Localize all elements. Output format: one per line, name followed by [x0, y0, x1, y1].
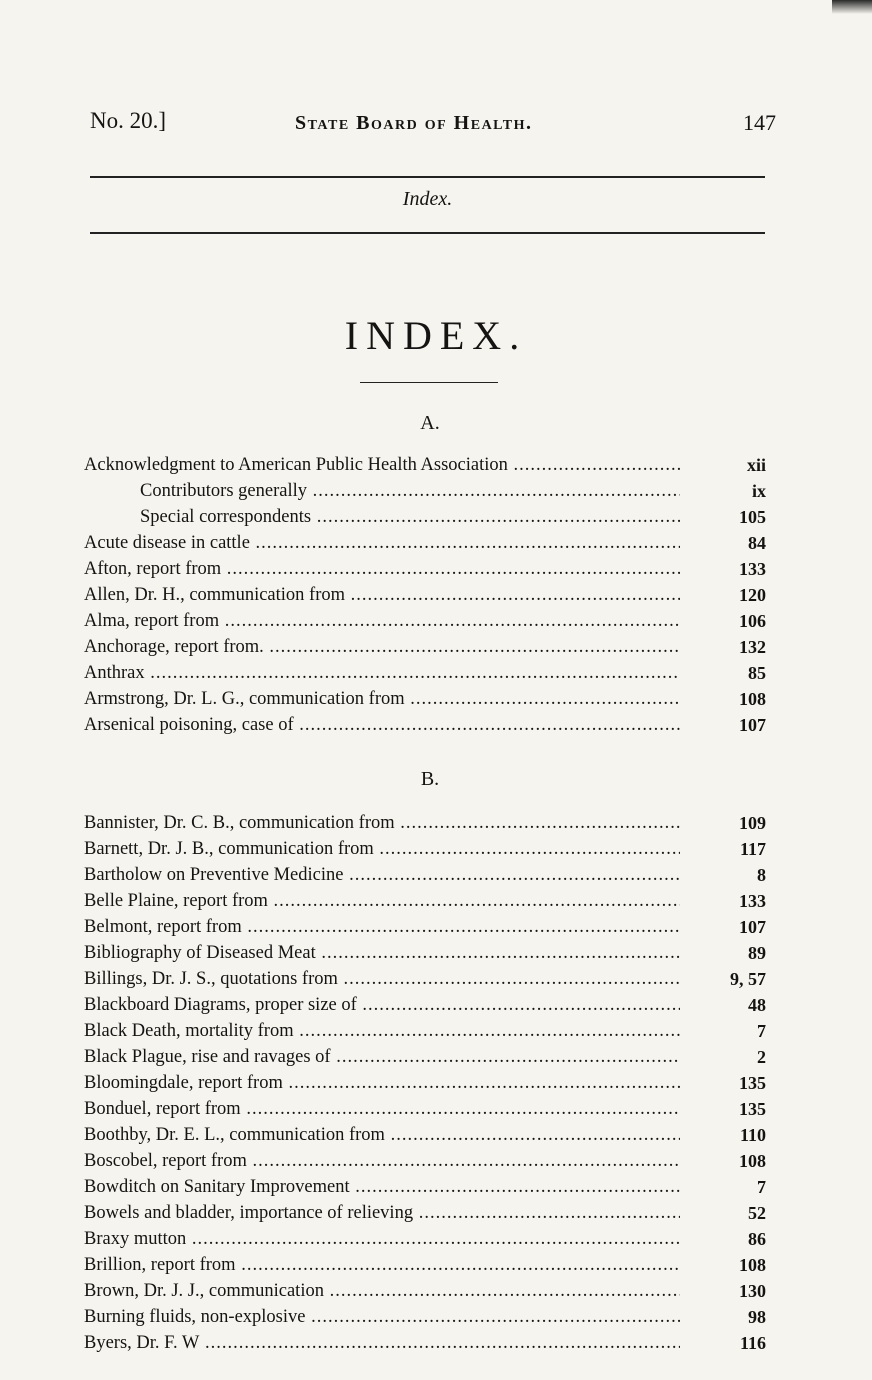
index-entry-text: Black Death, mortality from ..... [84, 1018, 680, 1044]
index-entry [84, 862, 772, 888]
index-entry-page: 108 [739, 1255, 766, 1275]
index-list-b [84, 810, 772, 1356]
index-entry-page: 108 [739, 1151, 766, 1171]
page-title: INDEX. [344, 313, 528, 358]
index-entry-text: Byers, Dr. F. W ..... [84, 1330, 680, 1356]
index-entry-page: 135 [739, 1073, 766, 1093]
index-entry [84, 634, 772, 660]
index-entry [84, 966, 772, 992]
index-entry-page: 9, 57 [730, 969, 766, 989]
index-entry-page: 85 [748, 663, 766, 683]
index-entry-text: Bonduel, report from ..... [84, 1096, 680, 1122]
index-entry-page: 7 [757, 1177, 766, 1197]
index-entry-text: Afton, report from ..... [84, 556, 680, 582]
index-entry-page: 7 [757, 1021, 766, 1041]
section-subhead: Index. [402, 188, 453, 210]
index-entry-text: Brillion, report from ..... [84, 1252, 680, 1278]
section-letter-b: B. [420, 768, 440, 790]
index-entry [84, 582, 772, 608]
index-entry-text: Burning fluids, non-explosive ..... [84, 1304, 680, 1330]
index-entry-page: 133 [739, 891, 766, 911]
index-entry-page: 86 [748, 1229, 766, 1249]
index-entry-text: Anchorage, report from. ..... [84, 634, 680, 660]
index-entry [84, 1044, 772, 1070]
index-entry-text: Arsenical poisoning, case of ..... [84, 712, 680, 738]
index-entry [84, 504, 772, 530]
index-entry-page: 84 [748, 533, 766, 553]
index-entry-text: Bannister, Dr. C. B., communication from ..... [84, 810, 680, 836]
index-entry-page: 107 [739, 917, 766, 937]
index-entry-page: 98 [748, 1307, 766, 1327]
index-entry-text: Bowditch on Sanitary Improvement ..... [84, 1174, 680, 1200]
index-entry [84, 660, 772, 686]
index-entry-text: Belle Plaine, report from ..... [84, 888, 680, 914]
index-entry [84, 1122, 772, 1148]
index-entry-text: Acute disease in cattle ..... [84, 530, 680, 556]
index-entry-page: 108 [739, 689, 766, 709]
index-entry [84, 1304, 772, 1330]
index-entry-page: 52 [748, 1203, 766, 1223]
index-entry-page: 109 [739, 813, 766, 833]
index-entry [84, 1330, 772, 1356]
index-entry-text: Boscobel, report from ..... [84, 1148, 680, 1174]
index-entry [84, 1070, 772, 1096]
index-entry-text: Contributors generally ..... [84, 478, 680, 504]
index-entry-text: Bibliography of Diseased Meat ..... [84, 940, 680, 966]
index-entry-text: Special correspondents ..... [84, 504, 680, 530]
index-entry-text: Allen, Dr. H., communication from ..... [84, 582, 680, 608]
index-entry-text: Bartholow on Preventive Medicine ..... [84, 862, 680, 888]
index-entry-text: Alma, report from ..... [84, 608, 680, 634]
index-entry-text: Bloomingdale, report from ..... [84, 1070, 680, 1096]
index-entry-text: Acknowledgment to American Public Health Association ..... [84, 452, 680, 478]
index-entry [84, 1226, 772, 1252]
index-entry-text: Anthrax ..... [84, 660, 680, 686]
title-rule [360, 382, 498, 383]
index-entry-page: 8 [757, 865, 766, 885]
index-entry-page: ix [751, 481, 766, 501]
report-number: No. 20.] [90, 108, 167, 133]
running-header [90, 108, 780, 138]
header-rule-bottom [90, 232, 765, 234]
index-entry-text: Braxy mutton ..... [84, 1226, 680, 1252]
index-list-a [84, 452, 772, 738]
index-entry-page: 130 [739, 1281, 766, 1301]
index-entry-page: 107 [739, 715, 766, 735]
index-entry-text: Belmont, report from ..... [84, 914, 680, 940]
index-entry [84, 1200, 772, 1226]
index-entry [84, 1018, 772, 1044]
index-entry-page: 48 [748, 995, 766, 1015]
index-entry [84, 1096, 772, 1122]
index-entry-text: Black Plague, rise and ravages of ..... [84, 1044, 680, 1070]
index-entry [84, 530, 772, 556]
index-entry [84, 914, 772, 940]
index-entry-page: 105 [739, 507, 766, 527]
index-entry-text: Boothby, Dr. E. L., communication from ..... [84, 1122, 680, 1148]
page-number: 147 [743, 110, 776, 135]
index-entry [84, 940, 772, 966]
index-entry-text: Billings, Dr. J. S., quotations from ..... [84, 966, 680, 992]
index-entry [84, 836, 772, 862]
index-entry-page: 89 [748, 943, 766, 963]
index-entry-page: 135 [739, 1099, 766, 1119]
index-entry-page: 132 [739, 637, 766, 657]
index-entry [84, 1174, 772, 1200]
index-entry [84, 810, 772, 836]
index-entry-page: 120 [739, 585, 766, 605]
index-entry [84, 452, 772, 478]
index-entry-text: Barnett, Dr. J. B., communication from ..... [84, 836, 680, 862]
index-entry [84, 992, 772, 1018]
index-entry [84, 478, 772, 504]
page-edge-shadow [832, 0, 872, 14]
index-entry-text: Brown, Dr. J. J., communication ..... [84, 1278, 680, 1304]
index-entry-page: 106 [739, 611, 766, 631]
header-rule-top [90, 176, 765, 178]
index-entry [84, 556, 772, 582]
index-entry [84, 608, 772, 634]
index-entry-page: 117 [739, 839, 766, 859]
running-title: State Board of Health. [295, 112, 533, 134]
index-entry [84, 1252, 772, 1278]
index-entry-page: 2 [757, 1047, 766, 1067]
index-entry [84, 888, 772, 914]
section-letter-a: A. [420, 412, 440, 434]
index-entry-text: Armstrong, Dr. L. G., communication from ..... [84, 686, 680, 712]
index-entry [84, 686, 772, 712]
index-entry-text: Bowels and bladder, importance of relieving ..... [84, 1200, 680, 1226]
index-entry-page: 133 [739, 559, 766, 579]
index-entry-text: Blackboard Diagrams, proper size of ..... [84, 992, 680, 1018]
index-entry-page: xii [746, 455, 766, 475]
index-entry [84, 1278, 772, 1304]
index-entry [84, 712, 772, 738]
index-entry-page: 110 [739, 1125, 766, 1145]
index-entry [84, 1148, 772, 1174]
index-entry-page: 116 [739, 1333, 766, 1353]
